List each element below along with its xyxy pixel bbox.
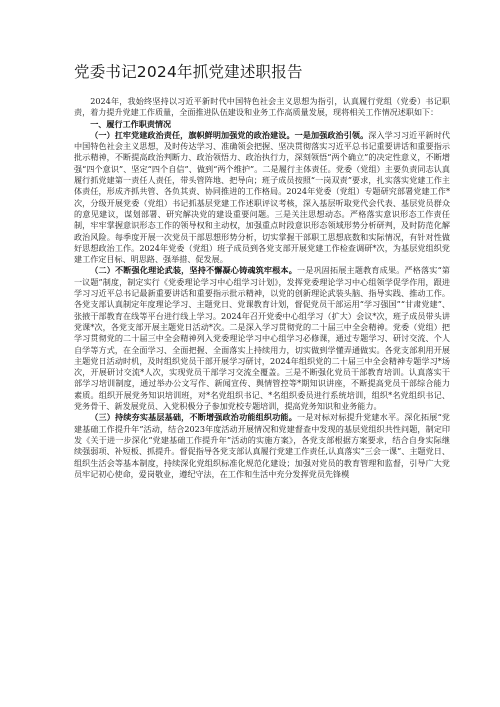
subsection-2-paragraph: [74, 265, 450, 412]
subsection-3-heading: （三）持续夯实基层基础，不断增强政治功能组织功能。: [90, 412, 297, 423]
document-body: [74, 96, 450, 480]
subsection-2-heading: （二）不断强化理论武装，坚持不懈凝心铸魂筑牢根本。: [90, 265, 297, 276]
subsection-3-body: 一是对标对标提升党建水平。深化拓展“党建基础工作提升年”活动，结合2023年度活动开展情况和党建督查中发现的基层党组织共性问题，制定印发《关于进一步深化“党建基础工作提升年”活动的实施方案》，各党支部根据方案要求，结合自身实际继续强弱项、补短板、抓提升。督促指导各党支部认真履行党建工作责任,认真落实“三会一课”、主题党日、组织生活会等基本制度，持续深化党组织标准化规范化建设；加强对党员的教育管理和监督，引导广大党员牢记初心使命，爱岗敬业，遵纪守法，在工作和生活中充分发挥党员先锋模: [74, 412, 450, 479]
intro-paragraph: 2024年，我始终坚持以习近平新时代中国特色社会主义思想为指引，认真履行党组（党委）书记职责，着力提升党建工作质量，全面推进队伍建设和业务工作高质量发展，现将相关工作情况述职如下：: [74, 96, 450, 118]
subsection-2-body: 一是巩固拓展主题教育成果。严格落实“第一议题”制度，制定实行《党委理论学习中心组学习计划》，发挥党委理论学习中心组领学促学作用，跟进学习习近平总书记最新重要讲话和重要指示批示精神，以党的创新理论武装头脑、指导实践、推动工作。各党支部认真制定年度理论学习、主题党日、党课教育计划，督促党员干部运用“学习强国”“甘肃党建”、张掖干部教育在线等平台进行线上学习。2024年召开党委中心组学习（扩大）会议*次，班子成员带头讲党课*次，各党支部开展主题党日活动*次。二是深入学习贯彻党的二十届三中全会精神。党委（党组）把学习贯彻党的二十届三中全会精神列入党委理论学习中心组学习必修课，通过专题学习、研讨交流、个人自学等方式，在全面学习、全面把握、全面落实上持续用力，切实做到学懂弄通做实。各党支部利用开展主题党日活动时机，及时组织党员干部开展学习研讨，2024年组织党的二十届三中全会精神专题学习*场次，开展研讨交流*人次，实现党员干部学习交流全覆盖。三是不断强化党员干部教育培训。认真落实干部学习培训制度，通过举办公文写作、新闻宣传、舆情管控等*期知识讲座，不断提高党员干部综合能力素质。组织开展党务知识培训班，对*名党组织书记、*名组织委员进行系统培训，组织*名党组织书记、党务骨干、新发展党员、入党积极分子参加党校专题培训，提高党务知识和业务能力。: [74, 265, 450, 412]
page-title: 党委书记2024年抓党建述职报告: [74, 63, 303, 81]
subsection-3-paragraph: [74, 412, 450, 480]
subsection-1-heading: （一）扛牢党建政治责任，旗帜鲜明加强党的政治建设。: [90, 129, 295, 140]
subsection-1-body: 深入学习习近平新时代中国特色社会主义思想，及时传达学习、准确领会把握、坚决贯彻落实习近平总书记重要讲话和重要指示批示精神，不断提高政治判断力、政治领悟力、政治执行力，深刻领悟“两个确立”的决定性意义，不断增强“四个意识”、坚定“四个自信”、做到“两个维护”。二是履行主体责任。党委（党组）主要负责同志认真履行抓党建第一责任人责任，带头管阵地、把导向；班子成员按照“一岗双责”要求，扎实落实党建工作主体责任，形成齐抓共管、各负其责、协同推进的工作格局。2024年党委（党组）专题研究部署党建工作*次，分级开展党委（党组）书记抓基层党建工作述职评议考核，深入基层听取党代会代表、基层党员群众的意见建议，谋划部署、研究解决党的建设重要问题。三是关注思想动态。严格落实意识形态工作责任制，牢牢掌握意识形态工作的领导权和主动权，加强重点时段意识形态领域形势分析研判，及时防范化解政治风险。每季度开展一次党员干部思想形势分析，切实掌握干部职工思想底数和实际情况，有针对性做好思想政治工作。2024年党委（党组）班子成员到各党支部开展党建工作检查调研*次，为基层党组织党建工作定目标、明思路、强举措、促发展。: [74, 129, 450, 265]
section-heading-1: 一、履行工作职责情况: [90, 118, 172, 129]
subsection-1-paragraph: [74, 130, 450, 266]
subsection-1-lead: 一是加强政治引领。: [294, 129, 369, 140]
